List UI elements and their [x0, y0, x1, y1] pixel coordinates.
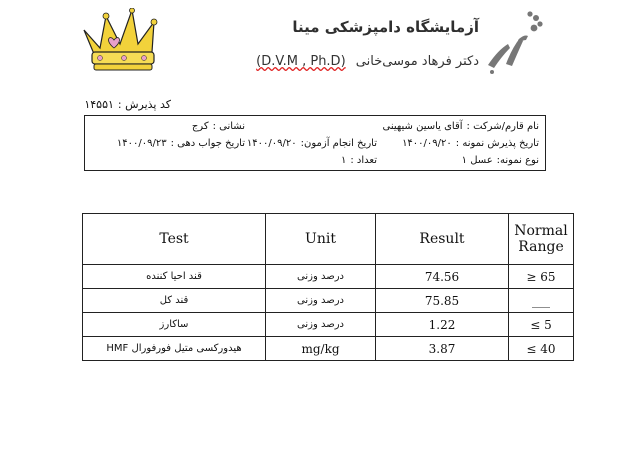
test-result: 3.87: [376, 337, 509, 361]
sample-type-label: نوع نمونه:: [496, 155, 539, 166]
owner-value: آقای یاسین شیهینی: [382, 121, 463, 132]
paw-logo-icon: [478, 10, 548, 76]
test-unit: mg/kg: [266, 337, 376, 361]
test-range: ___: [509, 289, 574, 313]
test-name: قند کل: [83, 289, 266, 313]
header-result: Result: [376, 214, 509, 265]
table-row: [83, 337, 574, 361]
test-unit: درصد وزنی: [266, 289, 376, 313]
header-range-line1: Normal: [514, 223, 568, 239]
count-field: [341, 155, 377, 166]
sample-type-field: [462, 155, 539, 166]
address-value: کرج: [191, 121, 209, 132]
answer-date-label: تاریخ جواب دهی :: [170, 138, 245, 149]
test-range: ≤ 40: [509, 337, 574, 361]
address-field: [192, 121, 245, 132]
test-range: ≤ 5: [509, 313, 574, 337]
test-name: ساکارز: [83, 313, 266, 337]
address-label: نشانی :: [212, 121, 245, 132]
doctor-degree: (D.V.M , Ph.D): [256, 54, 346, 69]
test-range: ≥ 65: [509, 265, 574, 289]
crown-logo: [80, 8, 162, 74]
count-value: ۱: [340, 155, 347, 166]
table-row: [83, 313, 574, 337]
test-name: قند احیا کننده: [83, 265, 266, 289]
header-normal-range: [509, 214, 574, 265]
reception-code: [80, 98, 171, 111]
test-result: 75.85: [376, 289, 509, 313]
answer-date-value: ۱۴۰۰/۰۹/۲۳: [116, 138, 167, 149]
owner-label: نام قارم/شرکت :: [466, 121, 539, 132]
test-date-value: ۱۴۰۰/۰۹/۲۰: [246, 138, 297, 149]
table-row: [83, 265, 574, 289]
reception-code-label: کد پذیرش :: [117, 98, 171, 111]
test-unit: درصد وزنی: [266, 265, 376, 289]
sample-type-value: عسل ۱: [461, 155, 493, 166]
doctor-name-line: [256, 54, 479, 69]
test-result: 1.22: [376, 313, 509, 337]
table-header-row: [83, 214, 574, 265]
lab-name: آزمایشگاه دامپزشکی مینا: [292, 18, 479, 36]
reception-code-value: ۱۴۵۵۱: [84, 98, 114, 111]
answer-date-field: [117, 138, 245, 149]
doctor-name: دکتر فرهاد موسی‌خانی: [355, 54, 479, 69]
sample-date-field: [402, 138, 539, 149]
sample-info-box: [84, 115, 546, 171]
test-result: 74.56: [376, 265, 509, 289]
test-unit: درصد وزنی: [266, 313, 376, 337]
header-test: Test: [83, 214, 266, 265]
header-range-line2: Range: [518, 239, 564, 255]
sample-date-label: تاریخ پذیرش نمونه :: [455, 138, 539, 149]
test-name: هیدورکسی متیل فورفورال HMF: [83, 337, 266, 361]
results-table: [82, 213, 574, 361]
test-date-label: تاریخ انجام آزمون:: [300, 138, 377, 149]
owner-field: [383, 121, 539, 132]
sample-date-value: ۱۴۰۰/۰۹/۲۰: [402, 138, 452, 149]
header-unit: Unit: [266, 214, 376, 265]
table-row: [83, 289, 574, 313]
test-date-field: [247, 138, 377, 149]
count-label: تعداد :: [350, 155, 377, 166]
